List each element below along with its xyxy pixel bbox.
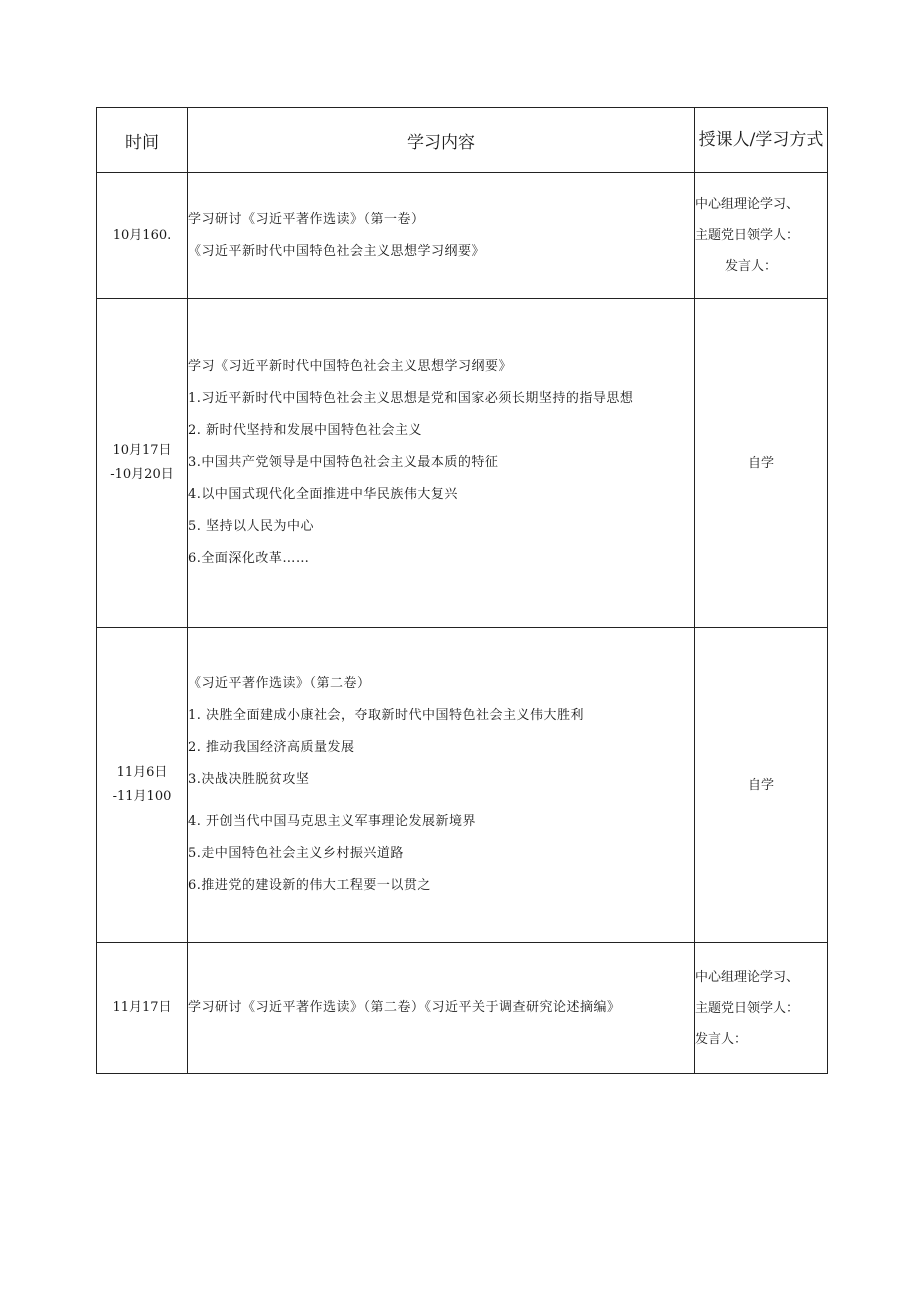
content-line: 4.以中国式现代化全面推进中华民族伟大复兴 — [188, 487, 458, 502]
method-line: 发言人： — [695, 1031, 748, 1047]
method-line: 发言人： — [724, 259, 777, 274]
content-line: 5.走中国特色社会主义乡村振兴道路 — [188, 846, 404, 861]
content-line: 《习近平新时代中国特色社会主义思想学习纲要》 — [188, 243, 486, 259]
table-header-row — [97, 108, 828, 173]
time-line: -10月20日 — [110, 467, 174, 482]
table-row — [97, 299, 828, 628]
method-cell — [695, 628, 828, 943]
method-cell — [695, 943, 828, 1074]
content-line: 5. 坚持以人民为中心 — [188, 519, 315, 534]
content-line: 《习近平著作选读》（第二卷） — [188, 676, 371, 691]
table-row — [97, 943, 828, 1074]
time-cell — [97, 173, 188, 299]
content-cell — [188, 628, 695, 943]
content-line: 学习《习近平新时代中国特色社会主义思想学习纲要》 — [188, 359, 513, 374]
content-line: 6.推进党的建设新的伟大工程要一以贯之 — [188, 878, 431, 893]
content-line: 2. 推动我国经济高质量发展 — [188, 740, 355, 755]
content-line: 1. 决胜全面建成小康社会，夺取新时代中国特色社会主义伟大胜利 — [188, 708, 585, 723]
content-line: 2. 新时代坚持和发展中国特色社会主义 — [188, 423, 423, 438]
method-line: 中心组理论学习、 — [695, 969, 800, 985]
table-row — [97, 173, 828, 299]
time-cell — [97, 628, 188, 943]
method-line: 主题党日领学人： — [695, 1000, 800, 1016]
content-line: 学习研讨《习近平著作选读》（第一卷） — [188, 211, 425, 227]
content-line: 学习研讨《习近平著作选读》（第二卷）《习近平关于调查研究论述摘编》 — [188, 1000, 621, 1015]
time-line: 11月17日 — [112, 1000, 172, 1015]
method-cell — [695, 173, 828, 299]
method-line: 自学 — [747, 777, 774, 793]
content-line: 1.习近平新时代中国特色社会主义思想是党和国家必须长期坚持的指导思想 — [188, 391, 634, 406]
time-cell — [97, 943, 188, 1074]
content-line: 3.决战决胜脱贫攻坚 — [188, 772, 310, 787]
study-schedule-table — [96, 107, 828, 1074]
table-row — [97, 628, 828, 943]
time-cell — [97, 299, 188, 628]
content-cell — [188, 299, 695, 628]
content-cell — [188, 173, 695, 299]
time-line: -11月100 — [112, 789, 172, 804]
time-line: 11月6日 — [116, 765, 168, 780]
header-method: 授课人/学习方式 — [695, 108, 828, 173]
method-line: 中心组理论学习、 — [695, 197, 800, 212]
time-line: 10月17日 — [112, 443, 172, 458]
method-line: 主题党日领学人： — [695, 228, 800, 243]
content-cell — [188, 943, 695, 1074]
method-line: 自学 — [747, 455, 774, 471]
content-line: 4. 开创当代中国马克思主义军事理论发展新境界 — [188, 814, 477, 829]
method-cell — [695, 299, 828, 628]
header-time: 时间 — [97, 108, 188, 173]
header-content: 学习内容 — [188, 108, 695, 173]
time-line: 10月160. — [112, 227, 172, 243]
content-line: 3.中国共产党领导是中国特色社会主义最本质的特征 — [188, 455, 499, 470]
content-line: 6.全面深化改革…… — [188, 551, 310, 566]
